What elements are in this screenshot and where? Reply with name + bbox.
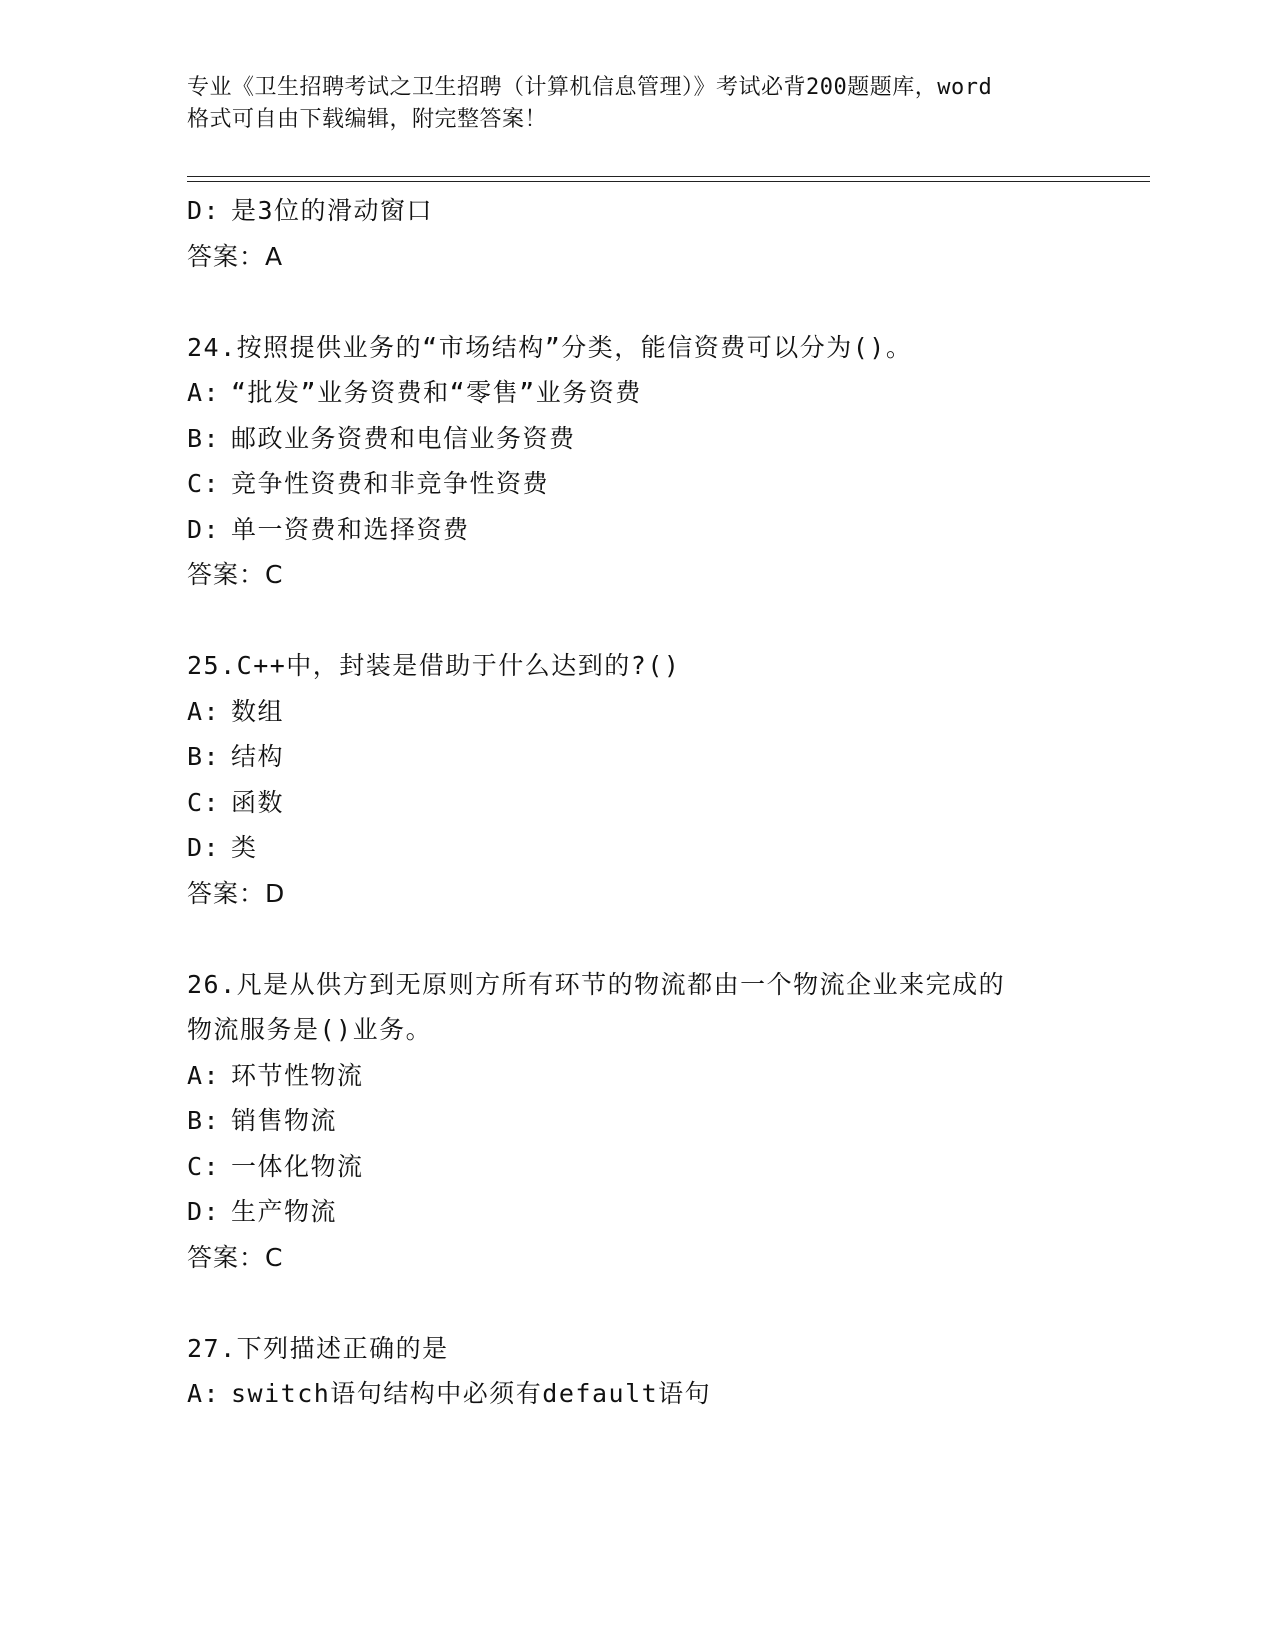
option-b bbox=[187, 1098, 1137, 1144]
option-c bbox=[187, 780, 1137, 826]
option-label: B: bbox=[187, 1106, 221, 1135]
option-text: 数组 bbox=[231, 696, 285, 726]
option-text: 函数 bbox=[231, 787, 285, 817]
option-d bbox=[187, 507, 1137, 553]
option-text: 单一资费和选择资费 bbox=[231, 514, 470, 544]
option-text: 邮政业务资费和电信业务资费 bbox=[231, 423, 576, 453]
header-line-2: 格式可自由下载编辑，附完整答案！ bbox=[187, 107, 548, 132]
option-text: 环节性物流 bbox=[231, 1060, 364, 1090]
header-divider-bottom bbox=[187, 181, 1150, 182]
header-divider-top bbox=[187, 176, 1150, 177]
answer-line: 答案：C bbox=[187, 1242, 284, 1272]
option-text: “批发”业务资费和“零售”业务资费 bbox=[231, 378, 642, 407]
option-text: switch语句结构中必须有default语句 bbox=[231, 1379, 712, 1408]
header-line-1: 专业《卫生招聘考试之卫生招聘（计算机信息管理）》考试必背200题题库，word bbox=[187, 75, 993, 100]
option-text: 销售物流 bbox=[231, 1106, 338, 1135]
question-text: 27.下列描述正确的是 bbox=[187, 1333, 449, 1363]
question-text-line-2: 物流服务是()业务。 bbox=[187, 1015, 433, 1044]
option-text: 是3位的滑动窗口 bbox=[231, 196, 434, 225]
option-text: 竞争性资费和非竞争性资费 bbox=[231, 469, 550, 498]
option-label: A: bbox=[187, 1379, 221, 1408]
option-c bbox=[187, 461, 1137, 507]
answer-line: 答案：D bbox=[187, 878, 286, 908]
option-b bbox=[187, 734, 1137, 780]
option-label: C: bbox=[187, 787, 221, 817]
option-label: C: bbox=[187, 1151, 221, 1181]
option-d bbox=[187, 1189, 1137, 1235]
option-a bbox=[187, 689, 1137, 735]
option-d bbox=[187, 825, 1137, 871]
option-label: D: bbox=[187, 196, 221, 225]
document-header bbox=[187, 72, 1087, 136]
option-label: D: bbox=[187, 1197, 221, 1226]
option-text: 生产物流 bbox=[231, 1197, 338, 1226]
question-list bbox=[187, 188, 1137, 1417]
option-a bbox=[187, 1053, 1137, 1099]
answer-line: 答案：A bbox=[187, 241, 284, 271]
option-c bbox=[187, 1144, 1137, 1190]
option-a bbox=[187, 1371, 1137, 1417]
question-text-line-1: 26.凡是从供方到无原则方所有环节的物流都由一个物流企业来完成的 bbox=[187, 969, 1006, 999]
option-a bbox=[187, 370, 1137, 416]
question-text: 25.C++中，封装是借助于什么达到的?() bbox=[187, 651, 681, 680]
option-label: B: bbox=[187, 742, 221, 771]
option-text: 一体化物流 bbox=[231, 1151, 364, 1181]
option-text: 类 bbox=[231, 833, 258, 862]
option-label: B: bbox=[187, 423, 221, 453]
question-text: 24.按照提供业务的“市场结构”分类，能信资费可以分为()。 bbox=[187, 332, 913, 362]
option-label: A: bbox=[187, 378, 221, 407]
answer-line: 答案：C bbox=[187, 560, 284, 589]
option-label: D: bbox=[187, 833, 221, 862]
option-label: C: bbox=[187, 469, 221, 498]
option-label: D: bbox=[187, 514, 221, 544]
option-text: 结构 bbox=[231, 742, 285, 771]
option-d bbox=[187, 188, 1137, 234]
option-label: A: bbox=[187, 1060, 221, 1090]
option-b bbox=[187, 416, 1137, 462]
option-label: A: bbox=[187, 696, 221, 726]
